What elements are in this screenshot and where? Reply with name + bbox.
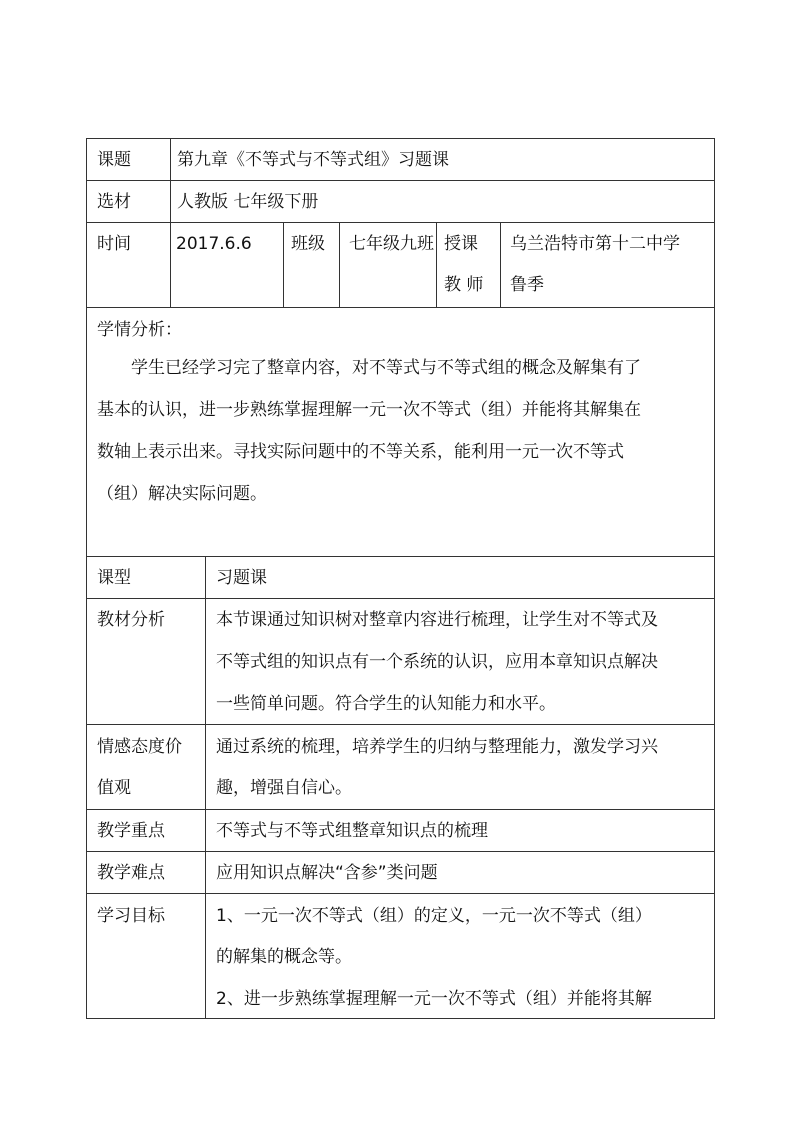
- difficulty-value: 应用知识点解决“含参”类问题: [216, 863, 438, 883]
- class-label: 班级: [291, 234, 325, 254]
- textbook-label: 教材分析: [97, 610, 165, 630]
- teacher-label-line-2: 教 师: [444, 275, 484, 295]
- analysis-line-4: （组）解决实际问题。: [97, 484, 267, 504]
- time-label: 时间: [97, 234, 131, 254]
- goal-line-2: 的解集的概念等。: [216, 947, 352, 967]
- emotion-line-2: 趣，增强自信心。: [216, 778, 352, 798]
- emotion-label-line-1: 情感态度价: [97, 737, 182, 757]
- emotion-label-line-2: 值观: [97, 778, 131, 798]
- type-label: 课型: [97, 568, 131, 588]
- topic-label: 课题: [97, 150, 131, 170]
- teacher-school: 乌兰浩特市第十二中学: [510, 234, 680, 254]
- material-label: 选材: [97, 192, 131, 212]
- analysis-label: 学情分析：: [97, 320, 182, 340]
- textbook-line-2: 不等式组的知识点有一个系统的认识，应用本章知识点解决: [216, 652, 658, 672]
- goal-line-3: 2、进一步熟练掌握理解一元一次不等式（组）并能将其解: [216, 989, 652, 1009]
- time-value: 2017.6.6: [176, 234, 252, 254]
- type-value: 习题课: [216, 568, 267, 588]
- teacher-name: 鲁季: [510, 275, 544, 295]
- material-value: 人教版 七年级下册: [177, 192, 319, 212]
- textbook-line-1: 本节课通过知识树对整章内容进行梳理，让学生对不等式及: [216, 610, 658, 630]
- goal-label: 学习目标: [97, 906, 165, 926]
- focus-value: 不等式与不等式组整章知识点的梳理: [216, 821, 488, 841]
- difficulty-label: 教学难点: [97, 863, 165, 883]
- analysis-line-3: 数轴上表示出来。寻找实际问题中的不等关系，能利用一元一次不等式: [97, 442, 624, 462]
- topic-value: 第九章《不等式与不等式组》习题课: [177, 150, 449, 170]
- goal-line-1: 1、一元一次不等式（组）的定义，一元一次不等式（组）: [216, 906, 652, 926]
- analysis-line-1: 学生已经学习完了整章内容，对不等式与不等式组的概念及解集有了: [131, 358, 641, 378]
- textbook-line-3: 一些简单问题。符合学生的认知能力和水平。: [216, 694, 556, 714]
- focus-label: 教学重点: [97, 821, 165, 841]
- type-value-cell: [205, 556, 715, 599]
- class-value: 七年级九班: [349, 234, 434, 254]
- teacher-label-line-1: 授课: [444, 234, 478, 254]
- analysis-cell: [86, 307, 715, 557]
- emotion-line-1: 通过系统的梳理，培养学生的归纳与整理能力，激发学习兴: [216, 737, 658, 757]
- analysis-line-2: 基本的认识，进一步熟练掌握理解一元一次不等式（组）并能将其解集在: [97, 400, 641, 420]
